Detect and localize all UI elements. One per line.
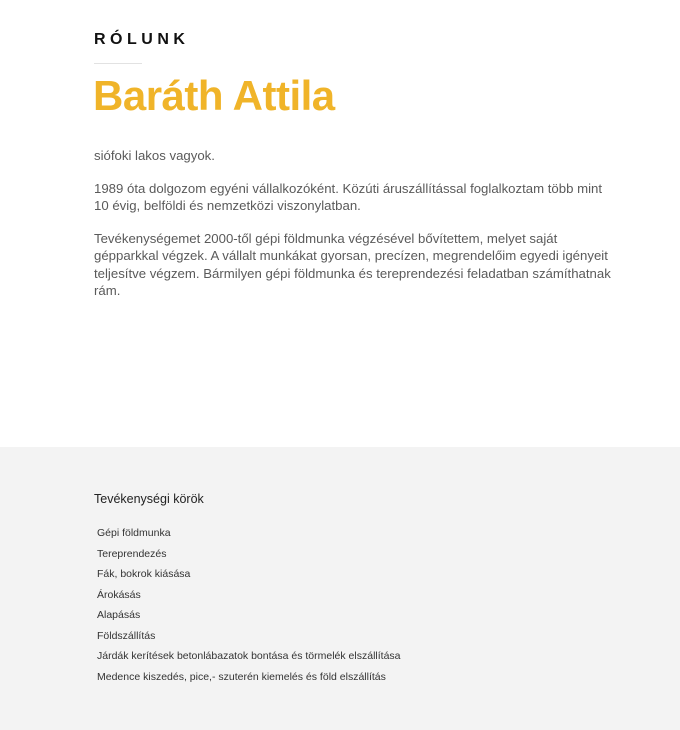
list-item: Árokásás — [97, 588, 141, 601]
bio-paragraph: siófoki lakos vagyok. — [94, 148, 215, 163]
bio-text — [94, 147, 614, 315]
activities-section — [0, 447, 680, 730]
list-item: Fák, bokrok kiásása — [97, 568, 191, 580]
section-eyebrow: RÓLUNK — [94, 31, 190, 48]
list-item: Tereprendezés — [97, 547, 167, 560]
page-title: Baráth Attila — [93, 72, 335, 119]
list-item: Medence kiszedés, pice,- szuterén kiemelés és föld elszállítás — [97, 670, 386, 683]
list-item: Járdák kerítések betonlábazatok bontása és törmelék elszállítása — [97, 650, 401, 662]
activities-title: Tevékenységi körök — [94, 492, 204, 506]
activity-list — [97, 523, 401, 687]
list-item: Földszállítás — [97, 629, 156, 642]
bio-paragraph: 1989 óta dolgozom egyéni vállalkozóként. Közúti áruszállítással foglalkoztam több mint 10 évig, belföldi és nemzetközi viszonylatban. — [94, 180, 603, 213]
bio-paragraph: Tevékenységemet 2000-től gépi földmunka végzésével bővítettem, melyet saját gépparkkal végzek. A vállalt munkákat gyorsan, precízen, megrendelőim egyedi igényeit teljesítve végzem. Bármilyen gépi földmunka és tereprendezési feladatban számíthatnak rám. — [94, 230, 611, 298]
title-divider — [94, 63, 142, 64]
list-item: Gépi földmunka — [97, 527, 171, 539]
list-item: Alapásás — [97, 609, 141, 621]
